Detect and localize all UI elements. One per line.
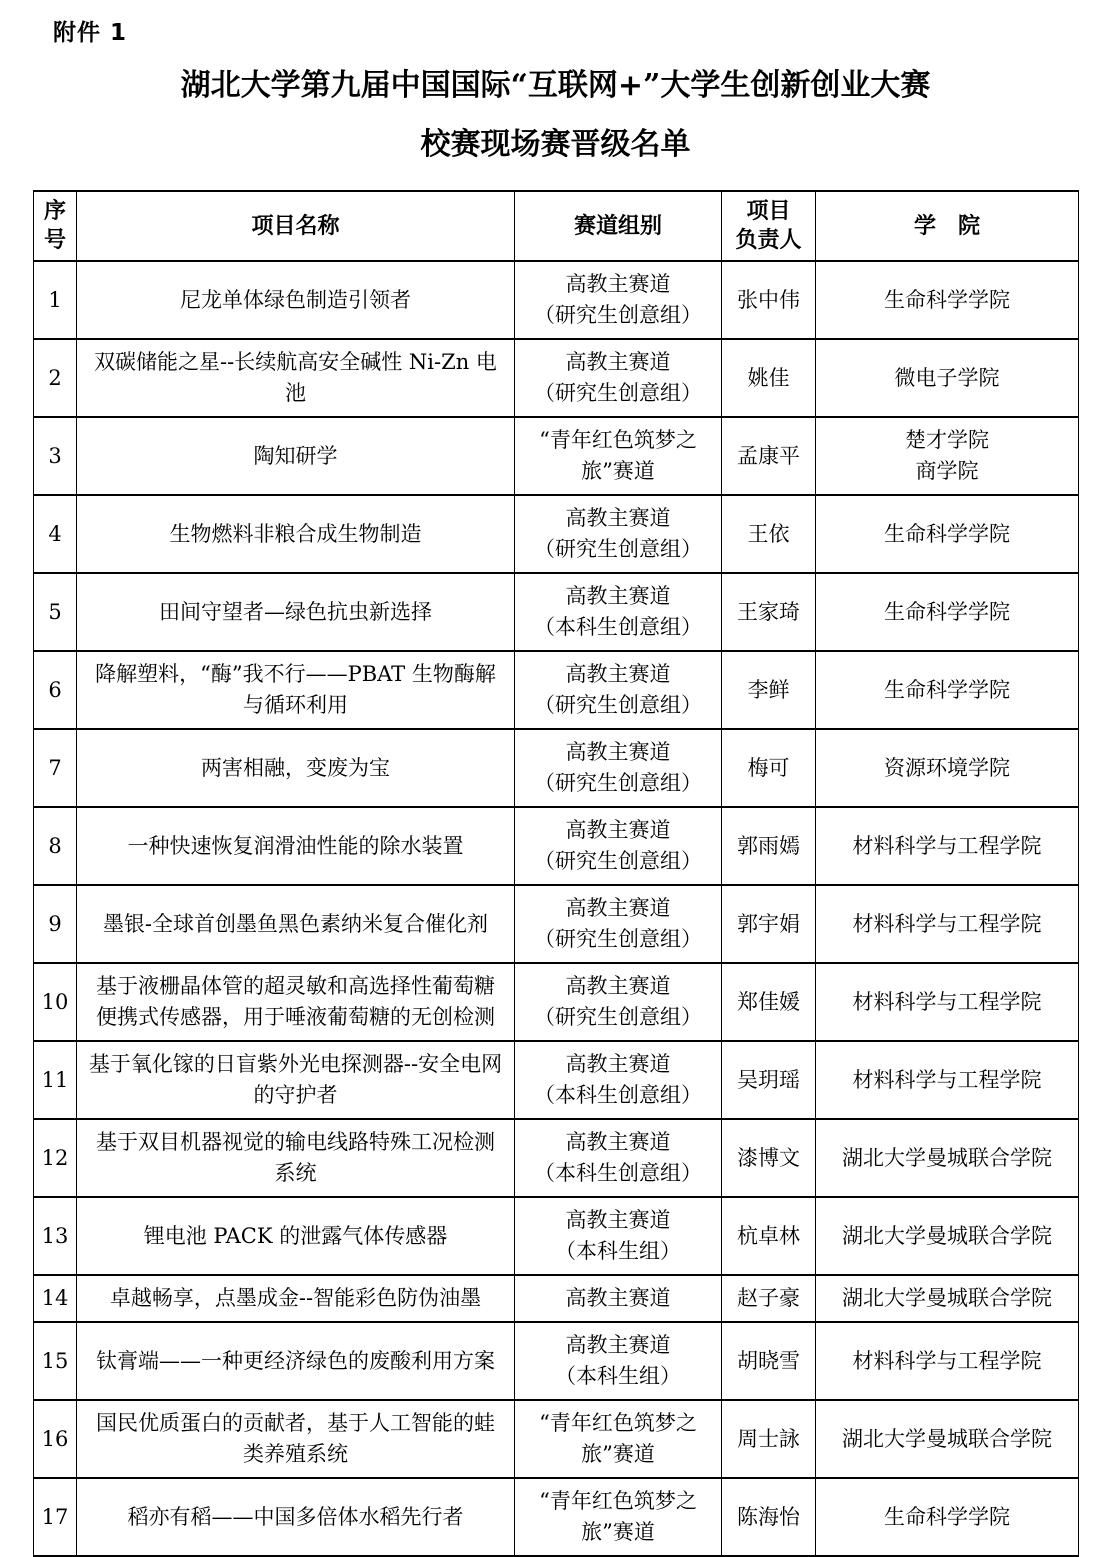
document-title-line1: 湖北大学第九届中国国际“互联网+”大学生创新创业大赛 <box>180 68 931 103</box>
track-line2: （研究生创意组） <box>534 771 702 795</box>
track-line2: （本科生组） <box>555 1364 681 1388</box>
track-line1: 高教主赛道 <box>565 896 671 920</box>
cell-track <box>515 417 722 495</box>
cell-number: 6 <box>34 651 77 729</box>
track-line2: （本科生创意组） <box>534 1161 702 1185</box>
table-row <box>34 1322 1079 1400</box>
table-row <box>34 1119 1079 1197</box>
college-line1: 微电子学院 <box>894 365 1000 390</box>
table-row <box>34 729 1079 807</box>
cell-number: 2 <box>34 339 77 417</box>
track-line1: “青年红色筑梦之 <box>539 1411 697 1435</box>
track-line1: 高教主赛道 <box>565 272 671 296</box>
cell-leader: 郭宇娟 <box>722 885 816 963</box>
college-line1: 资源环境学院 <box>884 755 1010 780</box>
cell-number: 4 <box>34 495 77 573</box>
cell-project-name: 墨银-全球首创墨鱼黑色素纳米复合催化剂 <box>77 885 515 963</box>
cell-college <box>816 1119 1079 1197</box>
header-leader <box>722 191 816 261</box>
table-row <box>34 417 1079 495</box>
cell-college <box>816 339 1079 417</box>
track-line2: （研究生创意组） <box>534 1005 702 1029</box>
table-row <box>34 1041 1079 1119</box>
table-row <box>34 573 1079 651</box>
track-line1: 高教主赛道 <box>565 350 671 374</box>
cell-number: 9 <box>34 885 77 963</box>
cell-project-name: 基于液栅晶体管的超灵敏和高选择性葡萄糖便携式传感器，用于唾液葡萄糖的无创检测 <box>77 963 515 1041</box>
table-row <box>34 1478 1079 1556</box>
cell-number: 15 <box>34 1322 77 1400</box>
document-title-line2: 校赛现场赛晋级名单 <box>420 126 691 162</box>
college-line1: 湖北大学曼城联合学院 <box>842 1286 1052 1310</box>
college-line1: 生命科学学院 <box>884 599 1010 624</box>
cell-college <box>816 261 1079 339</box>
header-number: 序号 <box>34 191 77 261</box>
track-line1: 高教主赛道 <box>565 506 671 530</box>
track-line1: “青年红色筑梦之 <box>539 1489 697 1513</box>
cell-project-name: 双碳储能之星--长续航高安全碱性 Ni-Zn 电池 <box>77 339 515 417</box>
table-row <box>34 1400 1079 1478</box>
promotion-roster-table <box>33 190 1079 1557</box>
table-row <box>34 495 1079 573</box>
cell-track <box>515 495 722 573</box>
cell-number: 5 <box>34 573 77 651</box>
track-line1: 高教主赛道 <box>565 662 671 686</box>
track-line2: （研究生创意组） <box>534 537 702 561</box>
table-row <box>34 651 1079 729</box>
cell-leader: 郭雨嫣 <box>722 807 816 885</box>
track-line1: 高教主赛道 <box>565 1208 671 1232</box>
cell-leader: 胡晓雪 <box>722 1322 816 1400</box>
cell-track <box>515 573 722 651</box>
cell-number: 16 <box>34 1400 77 1478</box>
cell-track <box>515 1041 722 1119</box>
cell-track <box>515 1400 722 1478</box>
cell-project-name: 生物燃料非粮合成生物制造 <box>77 495 515 573</box>
track-line1: 高教主赛道 <box>565 584 671 608</box>
cell-number: 1 <box>34 261 77 339</box>
cell-track <box>515 339 722 417</box>
cell-number: 12 <box>34 1119 77 1197</box>
cell-track <box>515 1478 722 1556</box>
cell-college <box>816 495 1079 573</box>
college-line1: 湖北大学曼城联合学院 <box>842 1145 1052 1170</box>
cell-leader: 孟康平 <box>722 417 816 495</box>
college-line1: 材料科学与工程学院 <box>852 1067 1042 1092</box>
header-leader-line2: 负责人 <box>735 227 802 253</box>
cell-project-name: 尼龙单体绿色制造引领者 <box>77 261 515 339</box>
college-line1: 湖北大学曼城联合学院 <box>842 1223 1052 1248</box>
track-line2: （本科生创意组） <box>534 1083 702 1107</box>
cell-number: 8 <box>34 807 77 885</box>
track-line2: 旅”赛道 <box>581 1442 655 1466</box>
cell-project-name: 降解塑料，“酶”我不行——PBAT 生物酶解与循环利用 <box>77 651 515 729</box>
attachment-label: 附件 1 <box>53 20 128 46</box>
header-project-name: 项目名称 <box>77 191 515 261</box>
cell-number: 7 <box>34 729 77 807</box>
cell-leader: 姚佳 <box>722 339 816 417</box>
track-line2: （研究生创意组） <box>534 303 702 327</box>
cell-college <box>816 1478 1079 1556</box>
cell-leader: 吴玥瑶 <box>722 1041 816 1119</box>
track-line2: （本科生创意组） <box>534 615 702 639</box>
college-line1: 材料科学与工程学院 <box>852 989 1042 1014</box>
cell-number: 11 <box>34 1041 77 1119</box>
cell-leader: 杭卓林 <box>722 1197 816 1275</box>
cell-number: 10 <box>34 963 77 1041</box>
cell-track <box>515 651 722 729</box>
cell-project-name: 国民优质蛋白的贡献者，基于人工智能的蛙类养殖系统 <box>77 1400 515 1478</box>
cell-college <box>816 651 1079 729</box>
header-leader-line1: 项目 <box>746 198 791 224</box>
header-track: 赛道组别 <box>515 191 722 261</box>
cell-track <box>515 261 722 339</box>
college-line1: 楚才学院 <box>905 428 989 452</box>
cell-leader: 李鲜 <box>722 651 816 729</box>
college-line1: 材料科学与工程学院 <box>852 911 1042 936</box>
track-line2: （研究生创意组） <box>534 693 702 717</box>
cell-number: 3 <box>34 417 77 495</box>
cell-project-name: 钛膏端——一种更经济绿色的废酸利用方案 <box>77 1322 515 1400</box>
cell-project-name: 锂电池 PACK 的泄露气体传感器 <box>77 1197 515 1275</box>
college-line1: 生命科学学院 <box>884 287 1010 312</box>
cell-college <box>816 729 1079 807</box>
cell-track <box>515 1322 722 1400</box>
cell-leader: 周士詠 <box>722 1400 816 1478</box>
table-row <box>34 261 1079 339</box>
cell-college <box>816 1400 1079 1478</box>
cell-project-name: 田间守望者—绿色抗虫新选择 <box>77 573 515 651</box>
cell-college <box>816 963 1079 1041</box>
cell-college <box>816 807 1079 885</box>
cell-leader: 张中伟 <box>722 261 816 339</box>
track-line1: 高教主赛道 <box>565 1052 671 1076</box>
cell-college <box>816 573 1079 651</box>
track-line1: 高教主赛道 <box>565 1130 671 1154</box>
cell-track <box>515 963 722 1041</box>
cell-project-name: 卓越畅享，点墨成金--智能彩色防伪油墨 <box>77 1275 515 1322</box>
track-line2: 旅”赛道 <box>581 1520 655 1544</box>
track-line1: 高教主赛道 <box>565 1333 671 1357</box>
cell-track <box>515 1197 722 1275</box>
college-line2: 商学院 <box>915 459 979 483</box>
cell-leader: 梅可 <box>722 729 816 807</box>
table-row <box>34 885 1079 963</box>
cell-number: 17 <box>34 1478 77 1556</box>
cell-leader: 漆博文 <box>722 1119 816 1197</box>
table-header-row <box>34 191 1079 261</box>
cell-college <box>816 885 1079 963</box>
cell-project-name: 一种快速恢复润滑油性能的除水装置 <box>77 807 515 885</box>
cell-leader: 郑佳媛 <box>722 963 816 1041</box>
cell-leader: 赵子豪 <box>722 1275 816 1322</box>
table-row <box>34 339 1079 417</box>
cell-track <box>515 1275 722 1322</box>
cell-college <box>816 1322 1079 1400</box>
cell-track <box>515 729 722 807</box>
cell-leader: 陈海怡 <box>722 1478 816 1556</box>
cell-college <box>816 1041 1079 1119</box>
college-line1: 材料科学与工程学院 <box>852 833 1042 858</box>
cell-track <box>515 885 722 963</box>
cell-project-name: 两害相融，变废为宝 <box>77 729 515 807</box>
table-row <box>34 1197 1079 1275</box>
cell-project-name: 稻亦有稻——中国多倍体水稻先行者 <box>77 1478 515 1556</box>
cell-track <box>515 1119 722 1197</box>
track-line1: 高教主赛道 <box>565 1286 671 1310</box>
track-line2: （研究生创意组） <box>534 849 702 873</box>
cell-leader: 王依 <box>722 495 816 573</box>
cell-project-name: 基于氧化镓的日盲紫外光电探测器--安全电网的守护者 <box>77 1041 515 1119</box>
track-line2: （研究生创意组） <box>534 927 702 951</box>
cell-college <box>816 1197 1079 1275</box>
table-row <box>34 963 1079 1041</box>
track-line1: 高教主赛道 <box>565 740 671 764</box>
college-line1: 材料科学与工程学院 <box>852 1348 1042 1373</box>
cell-project-name: 陶知研学 <box>77 417 515 495</box>
track-line2: （研究生创意组） <box>534 381 702 405</box>
track-line2: 旅”赛道 <box>581 459 655 483</box>
track-line1: “青年红色筑梦之 <box>539 428 697 452</box>
table-row <box>34 807 1079 885</box>
table-row <box>34 1275 1079 1322</box>
cell-project-name: 基于双目机器视觉的输电线路特殊工况检测系统 <box>77 1119 515 1197</box>
track-line1: 高教主赛道 <box>565 818 671 842</box>
cell-college <box>816 417 1079 495</box>
cell-track <box>515 807 722 885</box>
college-line1: 生命科学学院 <box>884 677 1010 702</box>
cell-number: 13 <box>34 1197 77 1275</box>
cell-leader: 王家琦 <box>722 573 816 651</box>
cell-number: 14 <box>34 1275 77 1322</box>
cell-college <box>816 1275 1079 1322</box>
track-line1: 高教主赛道 <box>565 974 671 998</box>
college-line1: 生命科学学院 <box>884 1504 1010 1529</box>
track-line2: （本科生组） <box>555 1239 681 1263</box>
header-college: 学 院 <box>816 191 1079 261</box>
college-line1: 湖北大学曼城联合学院 <box>842 1426 1052 1451</box>
college-line1: 生命科学学院 <box>884 521 1010 546</box>
